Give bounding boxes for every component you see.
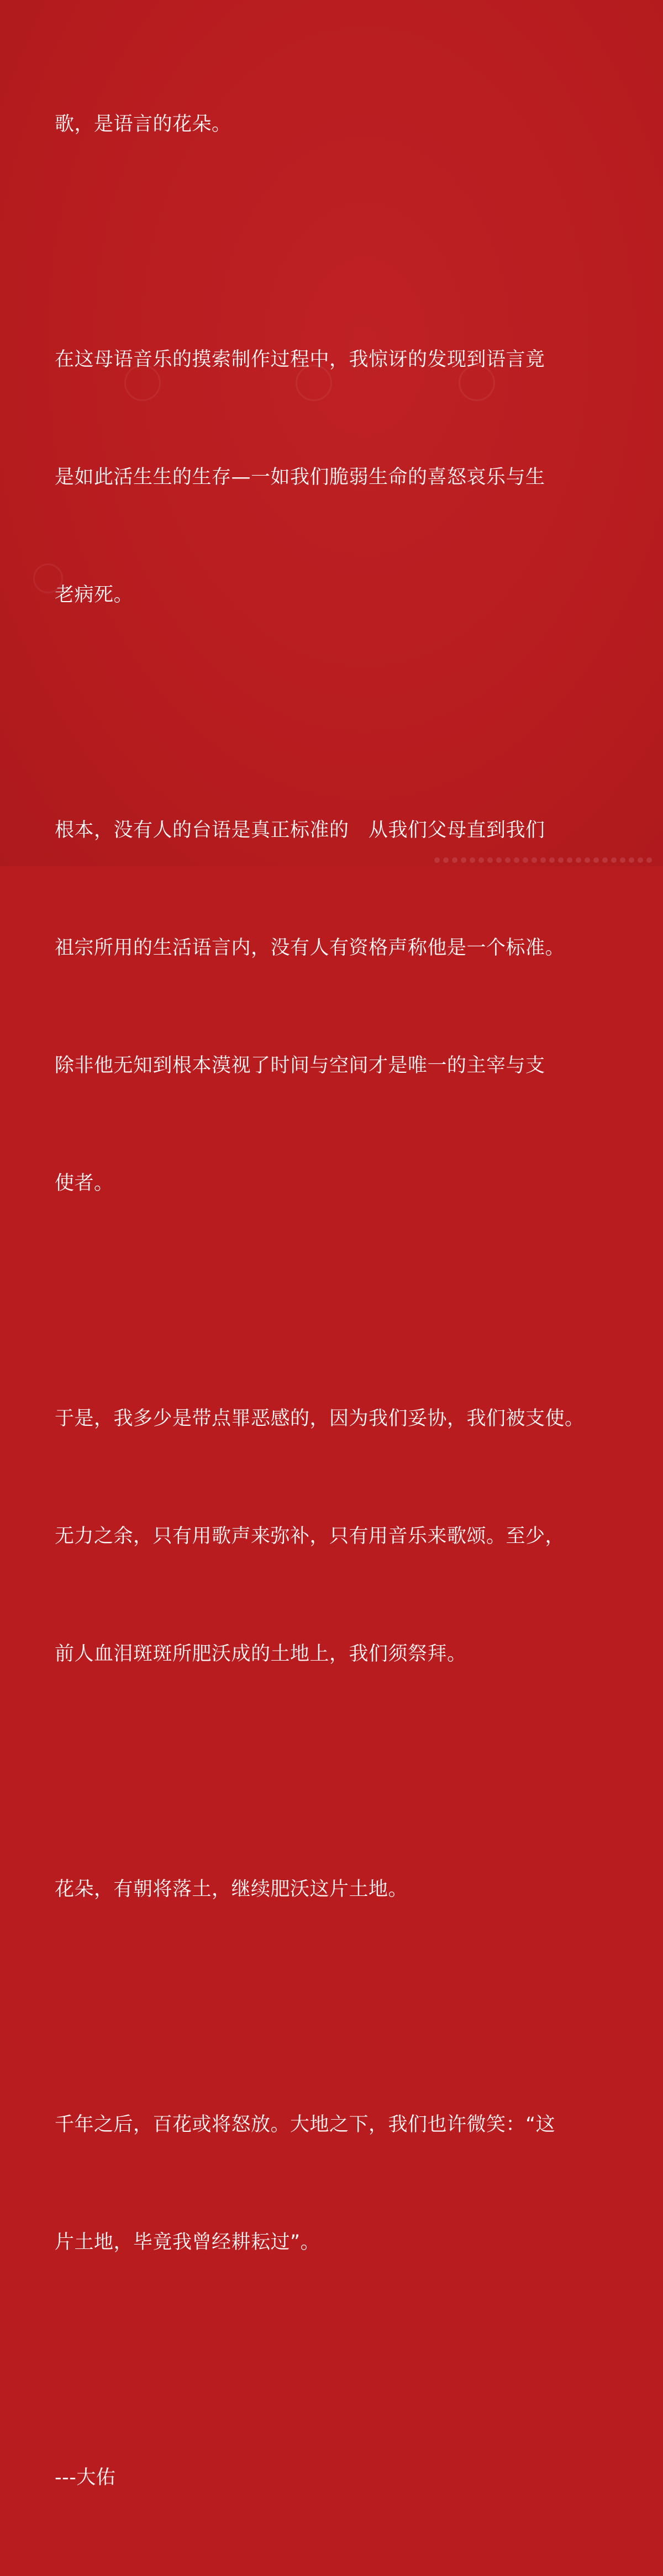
text-line: 歌，是语言的花朵。: [55, 113, 231, 135]
text-line: 片土地，毕竟我曾经耕耘过”。: [55, 2231, 320, 2253]
text-line: 于是，我多少是带点罪恶感的，因为我们妥协，我们被支使。: [55, 1408, 585, 1430]
lyrics-note: [55, 27, 613, 2576]
text-line: 前人血泪斑斑所肥沃成的土地上，我们须祭拜。: [55, 1643, 467, 1665]
paragraph-1: [55, 27, 613, 223]
text-line: 祖宗所用的生活语言内，没有人有资格声称他是一个标准。: [55, 937, 565, 959]
ghost-dots: [434, 857, 652, 863]
paragraph-5: [55, 1792, 613, 1988]
paragraph-4: [55, 1321, 613, 1752]
text-line: 根本，没有人的台语是真正标准的 从我们父母直到我们: [55, 819, 545, 841]
signature-line: ---大佑: [55, 2467, 116, 2489]
text-line: 花朵，有朝将落土，继续肥沃这片土地。: [55, 1878, 408, 1900]
paragraph-3: [55, 733, 613, 1282]
text-line: 千年之后，百花或将怒放。大地之下，我们也许微笑：“这: [55, 2114, 556, 2136]
signature: [55, 2380, 613, 2576]
text-line: 除非他无知到根本漠视了时间与空间才是唯一的主宰与支: [55, 1055, 545, 1077]
paragraph-2: [55, 262, 613, 693]
text-line: 老病死。: [55, 584, 134, 606]
paragraph-6: [55, 2027, 613, 2341]
text-line: 在这母语音乐的摸索制作过程中，我惊讶的发现到语言竟: [55, 349, 545, 371]
text-line: 无力之余，只有用歌声来弥补，只有用音乐来歌颂。至少，: [55, 1525, 565, 1547]
text-line: 是如此活生生的生存—一如我们脆弱生命的喜怒哀乐与生: [55, 466, 545, 488]
text-line: 使者。: [55, 1172, 114, 1194]
